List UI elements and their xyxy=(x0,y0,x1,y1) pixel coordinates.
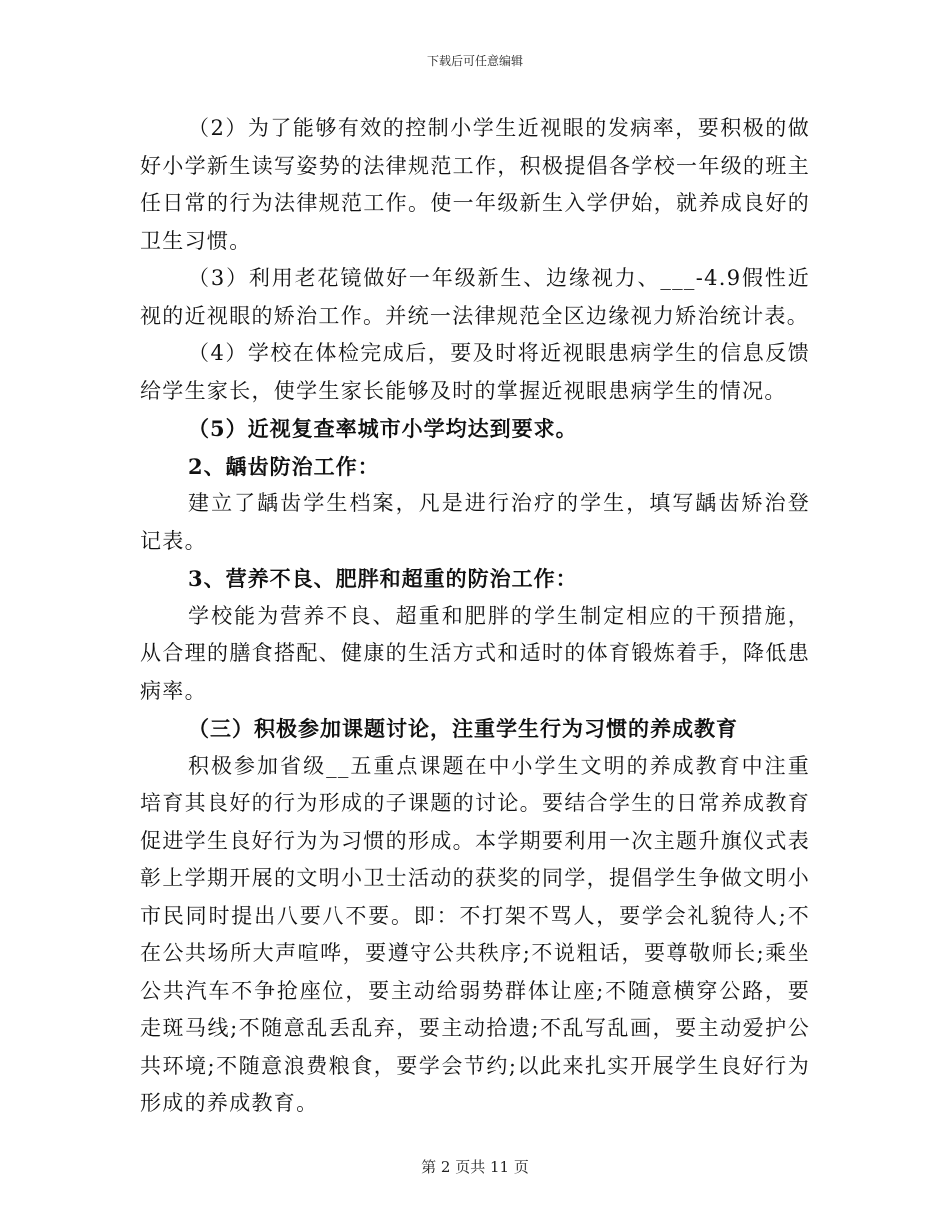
page-header: 下载后可任意编辑 xyxy=(426,54,523,68)
page-footer: 第 2 页共 11 页 xyxy=(421,1158,529,1176)
paragraph-eye-correction: （3）利用老花镜做好一年级新生、边缘视力、___-4.9假性近视的近视眼的矫治工作。并统一法律规范全区边缘视力矫治统计表。 xyxy=(140,266,810,328)
paragraph-eye-feedback: （4）学校在体检完成后，要及时将近视眼患病学生的信息反馈给学生家长，使学生家长能够及时的掌握近视眼患病学生的情况。 xyxy=(140,341,810,403)
paragraph-nutrition: 学校能为营养不良、超重和肥胖的学生制定相应的干预措施，从合理的膳食搭配、健康的生活方式和适时的体育锻炼着手，降低患病率。 xyxy=(140,603,810,703)
section-heading-nutrition: 3、营养不良、肥胖和超重的防治工作： xyxy=(188,566,578,591)
paragraph-eye-recheck: （5）近视复查率城市小学均达到要求。 xyxy=(188,416,578,441)
paragraph-eye-newstudents: （2）为了能够有效的控制小学生近视眼的发病率，要积极的做好小学新生读写姿势的法律规范工作，积极提倡各学校一年级的班主任日常的行为法律规范工作。使一年级新生入学伊始，就养成良好的卫生习惯。 xyxy=(140,116,810,253)
paragraph-caries: 建立了龋齿学生档案，凡是进行治疗的学生，填写龋齿矫治登记表。 xyxy=(140,491,810,553)
paragraph-research: 积极参加省级__五重点课题在中小学生文明的养成教育中注重培育其良好的行为形成的子课题的讨论。要结合学生的日常养成教育促进学生良好行为为习惯的形成。本学期要利用一次主题升旗仪式表彰上学期开展的文明小卫士活动的获奖的同学，提倡学生争做文明小市民同时提出八要八不要。即：不打架不骂人，要学会礼貌待人;不在公共场所大声喧哗，要遵守公共秩序;不说粗话，要尊敬师长;乘坐公共汽车不争抢座位，要主动给弱势群体让座;不随意横穿公路，要走斑马线;不随意乱丢乱弃，要主动拾遗;不乱写乱画，要主动爱护公共环境;不随意浪费粮食，要学会节约;以此来扎实开展学生良好行为形成的养成教育。 xyxy=(140,753,810,1115)
section-heading-caries: 2、龋齿防治工作： xyxy=(188,453,380,479)
document-body xyxy=(140,110,810,1123)
section-heading-research: （三）积极参加课题讨论，注重学生行为习惯的养成教育 xyxy=(188,716,738,741)
